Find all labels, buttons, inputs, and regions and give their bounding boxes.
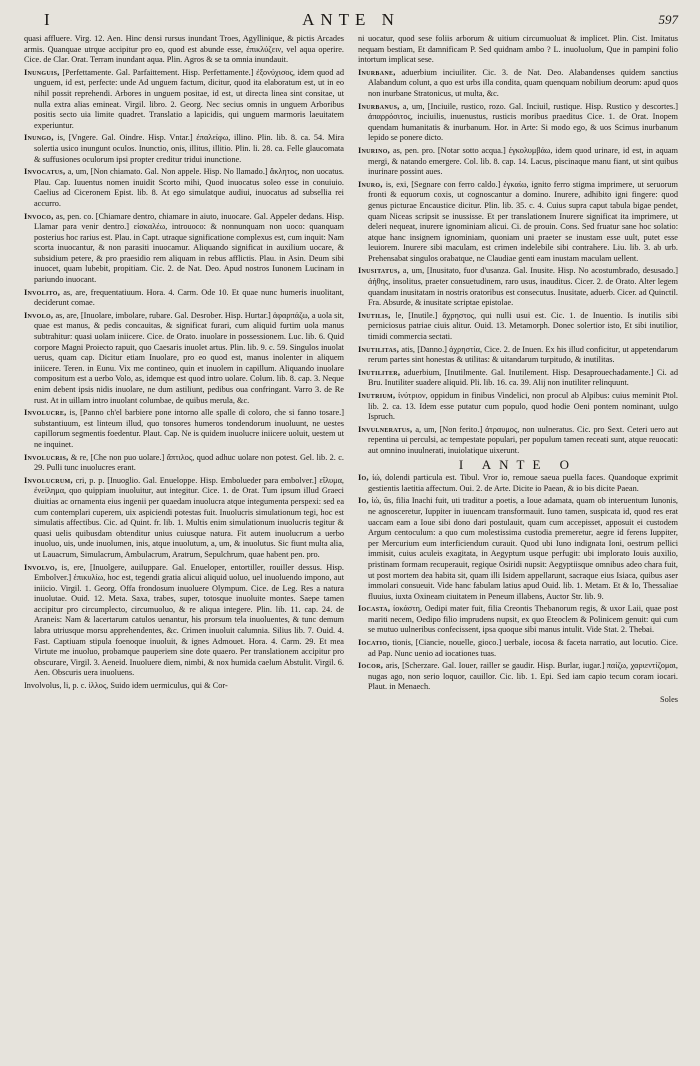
entry-definition: a, um, [Inusitato, fuor d'usanza. Gal. Inusite. Hisp. No acostumbrado, desusado.] ἀήθης, insolitus, praeter consuetudinem, raro usus, inauditus. Cicer. 2. de Orato. Alter legem quandam inusitatam in nostris oratoribus est consecutus. Inusitate, aduerb. Cicer. ad Quinctil. Fra. Absurde, & inusitate scriptae epistolae.	[368, 266, 678, 308]
entry-definition: ἰώ, dolendi particula est. Tibul. Vror io, remoue saeua puella faces. Quandoque exprimit gestientis laetitia affectum. Oui. 2. de Arte. Dicite io Paean, & io bis dicite Paean.	[368, 473, 679, 493]
entry-definition: cri, p. p. [Inuoglio. Gal. Enueloppe. Hisp. Embolueder para embolver.] εἴλυμα, ἐνείλημα, quo quippiam inuoluitur, aut integitur. Cice. 1. de Orat. Tum ipsum illud Graeci diuitias ac ornamenta eius ingenii per quaedam inuolucra atque integumenta perspexi: sed ea cum contemplari cuperem, uix aspiciendi potestas fuit. Inuolucris simulationum tegi, hoc est simulatis affectibus. Cic. ad Quint. fr. lib. 1. Multis enim simulationum inuolucris tegitur & quasi uelis quibusdam obtenditur unius cuiusque natura. Fit autem inuolucrum a uerbo inuoluo, uis, unde inuolumen, inis, atque inuolutum, a, um, & inuolutus. Sic fiunt multa alia, ut Lauacrum, Simulacrum, Ambulacrum, Aratrum, Sepulchrum, quae habent pen. pro.	[34, 475, 344, 559]
dictionary-entry	[358, 661, 678, 693]
entry-headword: Inungo,	[24, 133, 54, 143]
dictionary-entry	[358, 311, 678, 343]
dictionary-entry	[24, 133, 344, 165]
right-catchword: Soles	[660, 695, 678, 705]
dictionary-entry	[358, 604, 678, 636]
entry-headword: Invoco,	[24, 211, 54, 221]
dictionary-entry	[358, 391, 678, 423]
entry-definition: tionis, [Ciancie, nouelle, gioco.] uerbale, iocosa & faceta narratio, aut locutio. Cice. ad Pap. Nunc uenio ad iocationes tuas.	[368, 638, 678, 658]
dictionary-entry	[24, 563, 344, 680]
entry-definition: is, exi, [Segnare con ferro caldo.] ἐγκαίω, ignito ferro stigma imprimere, ut seruorum fronti & equorum coxis, ut cognoscantur a domino. Inurere, adhibito igni fingere: quod genus picturae Encaustice dicitur. Plin. lib. 35. c. 4. Cuius supra caput tabula bigae pendet, quam Niceas scripsit se inussisse. Et per translationem Inurere significat ita imprimere, ut deleri nequeat, inurere ignominiam alicui. Ci. de prouin. Cons. Sed fruatur sane hoc solatio: atque hanc insignem ignominiam, quoniam uni praeter se inustam esse uult, putet esse leuiorem. Inurere sibi maculam, est crimen indelebile sibi contrahere. Liu. lib. 3. ab urb. Prehensabat singulos orabatque, ne Claudiae genti eam inustam maculam uellent.	[368, 179, 679, 263]
dictionary-entry	[358, 345, 678, 366]
dictionary-entry	[358, 146, 678, 178]
dictionary-entry	[358, 496, 678, 602]
entry-headword: Inusitatus,	[358, 266, 401, 276]
dictionary-entry	[358, 102, 678, 144]
dictionary-entry	[358, 180, 678, 265]
section-heading: I ANTE O	[458, 456, 578, 472]
entry-definition: aduerbium, [Inutilmente. Gal. Inutilement. Hisp. Desaprouechadamente.] Ci. ad Bru. Inutiliter suadere aliquid. Pli. lib. 16. ca. 39. Alij non inutiliter relinquunt.	[368, 367, 678, 388]
running-header	[24, 0, 678, 34]
left-lead-paragraph: quasi affluere. Virg. 12. Aen. Hinc densi rursus inundant Troes, Agyllinique, & pictis Arcades armis. Quanquae utrque accipitur pro eo, quod est abunde esse, ἐπικλύζειν, vel aqua operire. Cice. de Clar. Orat. Terram inundant aqua. Plin. Agros & se ta omnia inundauit.	[24, 34, 344, 65]
entry-definition: [Perfettamente. Gal. Parfaittement. Hisp. Perfettamente.] ἐξονύχισος, idem quod ad unguem, id est, perfecte: unde Ad unguem factum, dicitur, quod ita elaboratum est, ut in eo nihil possit reprehendi. Arbores in unguem positae, id est, ut directa linea sint consitae, ut nulla extra alias emineat. Virgil. libro. 2. Georg. Nec secius omnis in unguem Arboribus positis secto uia limite quadret. Translatio a lapicidis, qui unguem marmoris laeuitatem experiuntur.	[34, 67, 344, 130]
entry-headword: Involo,	[24, 310, 54, 320]
entry-headword: Involucre,	[24, 408, 67, 418]
entry-headword: Inutrium,	[358, 391, 396, 400]
entry-definition: as, pen. co. [Chiamare dentro, chiamare in aiuto, inuocare. Gal. Appeler dedans. Hisp. Llamar para venir dentro.] εἰσκαλέω, introuoco: & nonnunquam non uoco: quanquam posterius hoc rarius est. Plau. in Capt. utraque significatione complexus est, cum inquit: Nam scorta inuocantur, & non parasiti inuocamur. Aliquando significat in auxilium uocare, & subsidium petere, & pro praesidio rem aliquam in rebus afflictis. Plau. in Asin. Deum sibi inuocet, quam lubebit, propitiam. Cic. 2. de Nat. Deo. Apud nostros Iunonem Lucinam in pariundo inuocant.	[34, 211, 344, 285]
entry-headword: Involvo,	[24, 562, 58, 572]
entry-definition: aduerbium inciuiliter. Cic. 3. de Nat. Deo. Alabandenses quidem sanctius Alabandum colunt, a quo est urbs illa condita, quam quenquam nobilium deorum: apud quos non inurbane Stratonicus, ut multa, &c.	[368, 67, 679, 98]
dictionary-entry	[24, 311, 344, 406]
right-lead-paragraph: ni uocatur, quod sese foliis arborum & uitium circumuoluat & implicet. Plin. Cist. Imitatus nequam bestiam, Et damnificam P. Sed quidnam ambo ? L. inuoluolum, Que in pampini folio intortum implicat sese.	[358, 34, 678, 65]
dictionary-entry	[24, 476, 344, 561]
dictionary-entry	[24, 288, 344, 309]
right-column	[358, 34, 678, 706]
dictionary-entry	[358, 266, 678, 308]
dictionary-entry	[358, 425, 678, 457]
entry-headword: Inuro,	[358, 179, 383, 189]
entry-headword: Iocasta,	[358, 604, 391, 614]
left-column	[24, 34, 344, 706]
entry-definition: ἰοκάστη, Oedipi mater fuit, filia Creontis Thebanorum regis, & uxor Laii, quae post mariti necem, Oedipo filio imprudens nupsit, ex quo Eteoclem & Polinicem genuit: qui cum se mutuo uulneribus confecissent, ipsa quoque sibi manus intulit. Vide Stat. 2. Thebai.	[368, 604, 678, 635]
entry-definition: ἰνύτριον, oppidum in finibus Vindelici, non procul ab Alpibus: cuius meminit Ptol. lib. 2. ca. 13. Idem esse putatur cum populo, quod hodie Oeni pontem nominant, uulgo Ispruch.	[368, 391, 678, 422]
entry-definition: a, um, [Non chiamato. Gal. Non appele. Hisp. No llamado.] ἄκλητος, non uocatus. Plau. Cap. Iuuentus nomen inuidit Scorto mihi, Quod inuocatus soleo esse in conuiuio. Caelius ad Ciceronem Epist. lib. 8. At ego simulatque audiui, inuocatus ad subsellia rei accurro.	[34, 167, 344, 208]
entry-headword: Involucrum,	[24, 475, 73, 485]
entry-headword: Io,	[358, 496, 369, 506]
entry-headword: Inutilis,	[358, 310, 391, 320]
entry-headword: Inutiliter,	[358, 367, 401, 377]
two-column-body	[24, 34, 678, 706]
entry-definition: & re, [Che non puo uolare.] ἄπτιλος, quod adhuc uolare non potest. Gel. lib. 2. c. 29. Pulli tunc inuolucres erant.	[34, 452, 344, 473]
entry-headword: Inutilitas,	[358, 344, 400, 354]
dictionary-entry	[358, 638, 678, 659]
entry-definition: as, pen. pro. [Notar sotto acqua.] ἐγκολυμβάω, idem quod urinare, id est, in aquam mergi, & natando emergere. Col. lib. 8. cap. 14. Lacus, piscinaque manu fiant, ut sint quibus inurinare possint aues.	[368, 145, 678, 177]
dictionary-entry	[358, 68, 678, 100]
dictionary-entry	[24, 453, 344, 474]
page-number: 597	[658, 12, 678, 27]
dictionary-entry	[24, 68, 344, 132]
header-left-letter: I	[44, 10, 56, 29]
entry-definition: ἰώ, ūs, filia Inachi fuit, uti traditur a poetis, a Ioue adamata, quam ob interuentum Iunonis, ne agnosceretur, Iuppiter in iuuencam transformauit. Iuno tamen, suspicata id, quod res erat uaccam eam a Ioue sibi dono dari postulauit, quam cum accepisset, apposuit ei custodem Argum centoculum: a quo cum molestissima custodia premeretur, aegre id ferens Iuppiter, per Mercurium eum interficiendum curauit. Quod ubi Iuno indignata Ioni, oestrum pellici immisit, cuius aculeis exagitata, in Aegyptum usque perfugit: ubi implorato Iouis auxilio, pristinam formam recuperauit, regique Osiridi nupsit: Aegyptiisque omnibus adeo chara fuit, ut post mortem dea habita sit, quam illi Isidem appellarunt, sacraque eius Isiaca, quibus aser immolari consueuit. Vide hanc fabulam latius apud Ouid. lib. 1. Metam. Et & Io, Thessaliae fluuius, iuxta Oxineam ciuitatem in Peneum illabens, Auctor Str. lib. 9.	[368, 496, 679, 601]
entry-headword: Invulneratus,	[358, 424, 413, 434]
header-title: ANTE N	[302, 10, 400, 29]
entry-headword: Inurbane,	[358, 67, 396, 77]
entry-definition: atis, [Danno.] ἀχρηστία, Cice. 2. de Inuen. Ex his illud conficitur, ut appetendarum rerum partes sint honestas & utilitas: & uitandarum turpitudo, & inutilitas.	[368, 344, 679, 365]
entry-definition: a, um, [Inciuile, rustico, rozo. Gal. Inciuil, rustique. Hisp. Rustico y descortes.] ἀπαρρόσιτος, inciuilis, inuenustus, rusticis moribus praeditus Cice. 1. de Orat. Inopem quendam humanitatis & inurbanum. Hor. in Arte: Si modo ego, & uos Scimus inurbanum lepido se ponere dicto.	[368, 101, 678, 143]
entry-headword: Involito,	[24, 287, 61, 297]
dictionary-entry	[24, 408, 344, 450]
dictionary-entry	[24, 212, 344, 286]
entry-definition: is, [Vngere. Gal. Oindre. Hisp. Vntar.] ἐπαλείφω, illino. Plin. lib. 8. ca. 54. Mira solertia usico inungunt oculos. Inunctio, onis, illitus, illitio. Plin. li. 28. ca. Felle glaucomata & suffusiones oculorum ipsi propter creditur tridui inunctione.	[34, 133, 345, 164]
entry-headword: Invocatus,	[24, 167, 66, 177]
entry-headword: Involucris,	[24, 452, 69, 462]
right-entries-second-section	[358, 473, 678, 693]
right-entries	[358, 68, 678, 457]
entry-definition: a, um, [Non ferito.] ἀτραυμος, non uulneratus. Cic. pro Sext. Ceteri uero aut repentina ui perculsi, ac tempestate populari, per populum tamen receati sunt, atque reuocati: aut omnino inuulnerati, inuiolatique uixerunt.	[368, 424, 678, 455]
dictionary-entry	[358, 368, 678, 389]
entry-definition: is, ere, [Inuolgere, auiluppare. Gal. Enueloper, entortiller, rouiller dessus. Hisp. Embolver.] ἐπικυλίω, hoc est, tegendi gratia alicui aliquid uoluo, uel inuoluendo impono, aut iniicio. Virgil. 1. Georg. Offa frondosum inuoluere Olympum. Cice. de Leg. Res a natura inuolutae. Ouid. 12. Meta. Saxa, trabes, super, totosque inuoluite montes. Saepe tamen accipitur pro circumplecto, circumuoluo, & re aliqua integere. Plin. lib. 11. cap. 24. de Araneis: Nam & lacertarum catulos uenantur, his prorsum tela inuoluentes, & tunc demum labra utriusque morsu apprehendentes, &c. Crimen inuoluit calumnia. Silius lib. 7. Ouid. 4. Fast. Captiuam stipula foenoque inuoluit, & ignes Admouet. Hora. 4. Carm. 29. Et mea Virtute me inuoluo, probamque pauperiem sine dote quaero. Per translationem accipitur pro obscurare, Virgil. 3. Aeneid. Inuoluere diem, nimbi, & nox humida caelum Abstulit. Virgil. 6. Aen. Obscuris uera inuoluens.	[34, 562, 344, 678]
entry-definition: aris, [Scherzare. Gal. Iouer, railler se gaudir. Hisp. Burlar, iugar.] παίζω, χαριεντίζομαι, nugas ago, non serio loquor, cauillor. Cic. lib. 1. Epi. Sed iam capio tecum coram iocari. Plaut. in Menaech.	[368, 661, 678, 692]
entry-definition: is, [Panno ch'el barbiere pone intorno alle spalle di coloro, che si fanno tosare.] substantiuum, est linteum illud, quo tonsores humeros tondendorum inuoluunt, ne uestes capillorum segmentis foedentur. Plaut. Cap. Ne is quidem inuolucre iniicere uoluit, uestem ut ne inquinet.	[34, 408, 344, 449]
entry-headword: Iocatio,	[358, 638, 390, 648]
entry-definition: le, [Inutile.] ἄχρηστος, qui nulli usui est. Cic. 1. de Inuentio. Is inutilis sibi perniciosus patriae ciuis alitur. Ouid. 13. Metamorph. Donec solertior isto, Et sibi inutilior, timidi commercia sectati.	[368, 310, 678, 342]
entry-definition: as, are, frequentatiuum. Hora. 4. Carm. Ode 10. Et quae nunc humeris inuolitant, deciderunt comae.	[34, 287, 344, 308]
entry-definition: as, are, [Inuolare, imbolare, rubare. Gal. Desrober. Hisp. Hurtar.] ἀφαρπάζω, a uola sit, quae est manus, & pedis concauitas, & significat furari, cum aliquid furtim uola manus subtrahitur: quasi uolam iniicere. Cice. de Orato. inuolare in possessionem. Luc. lib. 6. Quid corpore Magni Proiecto rapuit, quo Caesaris inuolet artus. Plin. lib. 9. c. 59. Singulos inuolat uerus, quam cap. Dicitur etiam Inuolare, pro eo quod est, manus inolenter in aliquem iniicere. Teren. in Eunu. Vix me contineo, quin et inuolem in capillum. Aliquando inuolare compositum est a uerbo Volo, as, idemque est quod intro uolare. Colum. lib. 8. cap. 3. Neque enim debent ipsis nidis inuolare, ne dum astiliunt, pedibus oua confringant. Varro 3. de Re rust. At in uillam intro inuolant columbae, de quibus merula, &c.	[34, 310, 345, 405]
entry-headword: Inurino,	[358, 145, 391, 155]
dictionary-entry	[24, 167, 344, 209]
entry-headword: Inunguis,	[24, 67, 60, 77]
dictionary-entry	[358, 473, 678, 494]
entry-headword: Inurbanus,	[358, 101, 400, 111]
left-entries	[24, 68, 344, 679]
left-catchword: Involvolus, li, p. c. ἰλλος, Suido idem uermiculus, qui & Cor-	[24, 681, 228, 691]
entry-headword: Iocor,	[358, 661, 384, 671]
entry-headword: Io,	[358, 473, 369, 483]
